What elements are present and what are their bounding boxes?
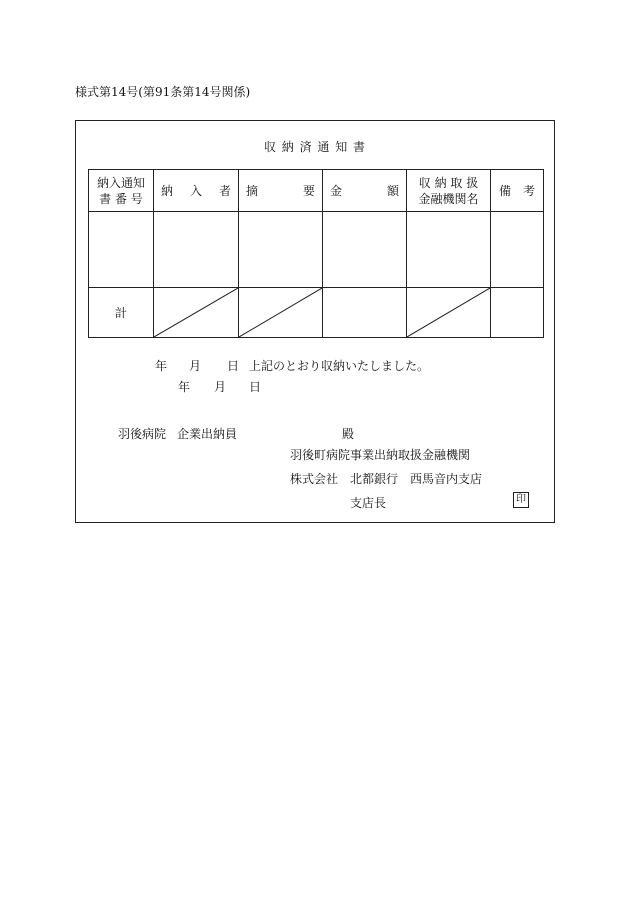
table-body-row xyxy=(89,212,544,288)
cell-remarks xyxy=(491,212,544,288)
header-notice-number: 納入通知 書 番 号 xyxy=(89,170,154,212)
cell-institution xyxy=(407,212,491,288)
addressee-honorific: 殿 xyxy=(342,427,355,441)
addressee-role: 企業出納員 xyxy=(177,427,238,441)
total-remarks-cell xyxy=(491,288,544,338)
header-institution: 収 納 取 扱 金融機関名 xyxy=(407,170,491,212)
date1-year: 年 xyxy=(155,359,168,373)
cell-payer xyxy=(154,212,239,288)
notice-frame xyxy=(75,120,555,523)
addressee-org: 羽後病院 xyxy=(118,427,167,441)
header-amount: 金 額 xyxy=(323,170,407,212)
issuer-line2: 株式会社 北都銀行 西馬音内支店 xyxy=(290,472,483,486)
date2-day: 日 xyxy=(249,380,262,394)
total-summary-diagonal xyxy=(239,288,323,338)
header-remarks: 備 考 xyxy=(491,170,544,212)
receipt-table xyxy=(88,169,544,338)
issuer-line1: 羽後町病院事業出納取扱金融機関 xyxy=(290,448,471,462)
seal-mark: 印 xyxy=(513,492,529,508)
total-payer-diagonal xyxy=(154,288,239,338)
total-institution-diagonal xyxy=(407,288,491,338)
date2-year: 年 xyxy=(178,380,191,394)
issuer-title: 支店長 xyxy=(350,496,387,510)
cell-summary xyxy=(239,212,323,288)
receipt-statement: 上記のとおり収納いたしました。 xyxy=(249,359,430,373)
header-summary: 摘 要 xyxy=(239,170,323,212)
header-payer: 納 入 者 xyxy=(154,170,239,212)
table-header-row xyxy=(89,170,544,212)
date1-day: 日 xyxy=(227,359,240,373)
form-number: 様式第14号(第91条第14号関係) xyxy=(75,85,251,99)
date1-month: 月 xyxy=(189,359,202,373)
total-label: 計 xyxy=(89,288,154,338)
total-amount-cell xyxy=(323,288,407,338)
cell-notice-number xyxy=(89,212,154,288)
table-total-row xyxy=(89,288,544,338)
cell-amount xyxy=(323,212,407,288)
document-title: 収 納 済 通 知 書 xyxy=(263,140,367,154)
date2-month: 月 xyxy=(214,380,227,394)
